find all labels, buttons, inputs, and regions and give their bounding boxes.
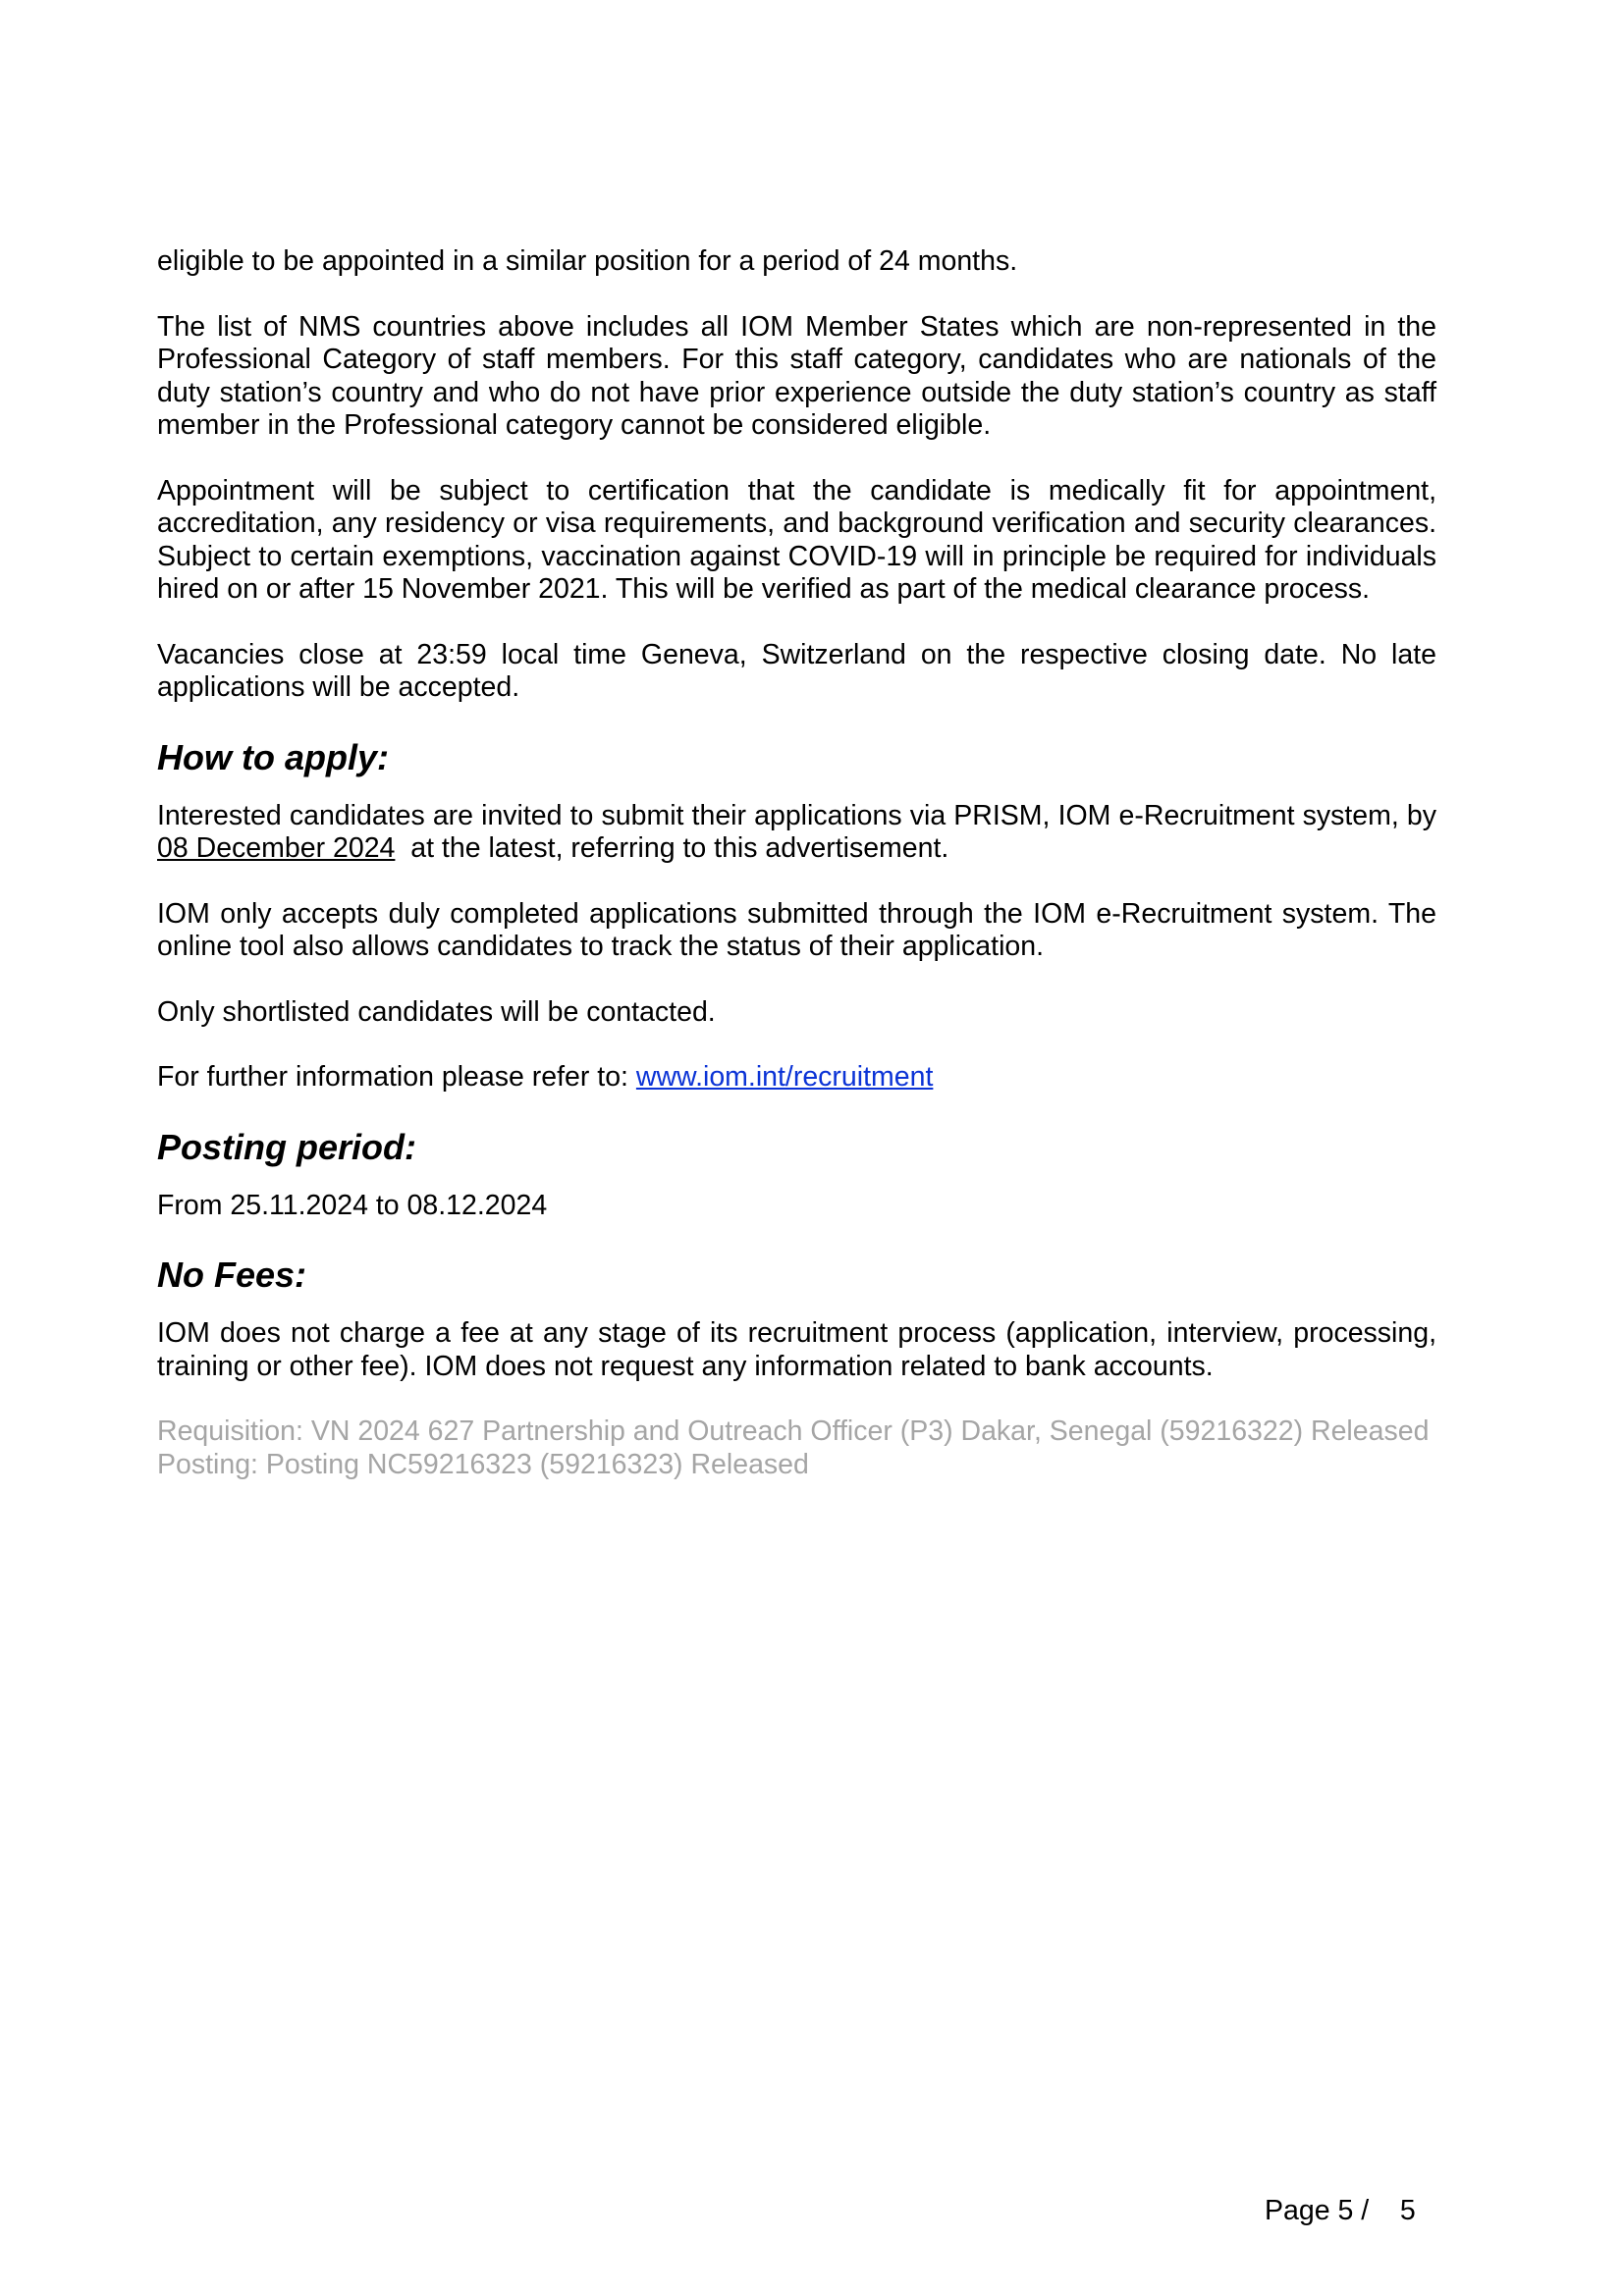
requisition-line: Requisition: VN 2024 627 Partnership and Outreach Officer (P3) Dakar, Senegal (59216322) Released: [157, 1415, 1430, 1447]
posting-period-text: From 25.11.2024 to 08.12.2024: [157, 1189, 548, 1221]
application-invite-suffix: at the latest, referring to this advertisement.: [395, 832, 949, 864]
shortlisted-paragraph: Only shortlisted candidates will be contacted.: [157, 995, 716, 1028]
no-fees-paragraph: IOM does not charge a fee at any stage of its recruitment process (application, interview, processing, training or other fee). IOM does not request any information related to bank accounts.: [157, 1317, 1436, 1382]
vacancies-close-paragraph: Vacancies close at 23:59 local time Geneva, Switzerland on the respective closing date. No late applications will be accepted.: [157, 638, 1436, 703]
eligibility-paragraph: eligible to be appointed in a similar position for a period of 24 months.: [157, 245, 1018, 277]
accepted-applications-paragraph: IOM only accepts duly completed applications submitted through the IOM e-Recruitment system. The online tool also allows candidates to track the status of their application.: [157, 897, 1436, 962]
no-fees-heading: No Fees:: [157, 1255, 307, 1295]
further-info-label: For further information please refer to:: [157, 1061, 636, 1093]
appointment-conditions-paragraph: Appointment will be subject to certification that the candidate is medically fit for appointment, accreditation, any residency or visa requirements, and background verification and security clearances. Subject to certain exemptions, vaccination against COVID-19 will in principle be required for individuals hired on or after 15 November 2021. This will be verified as part of the medical clearance process.: [157, 474, 1436, 605]
page-number: Page 5 / 5: [1265, 2195, 1416, 2226]
requisition-metadata: [157, 1415, 1436, 1481]
posting-line: Posting: Posting NC59216323 (59216323) Released: [157, 1448, 809, 1480]
posting-period-heading: Posting period:: [157, 1126, 416, 1167]
further-info-paragraph: [157, 1061, 1436, 1095]
recruitment-link[interactable]: www.iom.int/recruitment: [635, 1061, 934, 1093]
nms-countries-paragraph: The list of NMS countries above includes all IOM Member States which are non-represented in the Professional Category of staff members. For this staff category, candidates who are nationals of the duty station’s country and who do not have prior experience outside the duty station’s country as staff member in the Professional category cannot be considered eligible.: [157, 310, 1436, 441]
document-body: [157, 245, 1436, 1481]
how-to-apply-heading: How to apply:: [157, 736, 389, 777]
closing-date: 08 December 2024: [157, 832, 396, 864]
application-invite-text: Interested candidates are invited to submit their applications via PRISM, IOM e-Recruitment system, by: [157, 799, 1436, 831]
application-invite-paragraph: [157, 800, 1436, 866]
